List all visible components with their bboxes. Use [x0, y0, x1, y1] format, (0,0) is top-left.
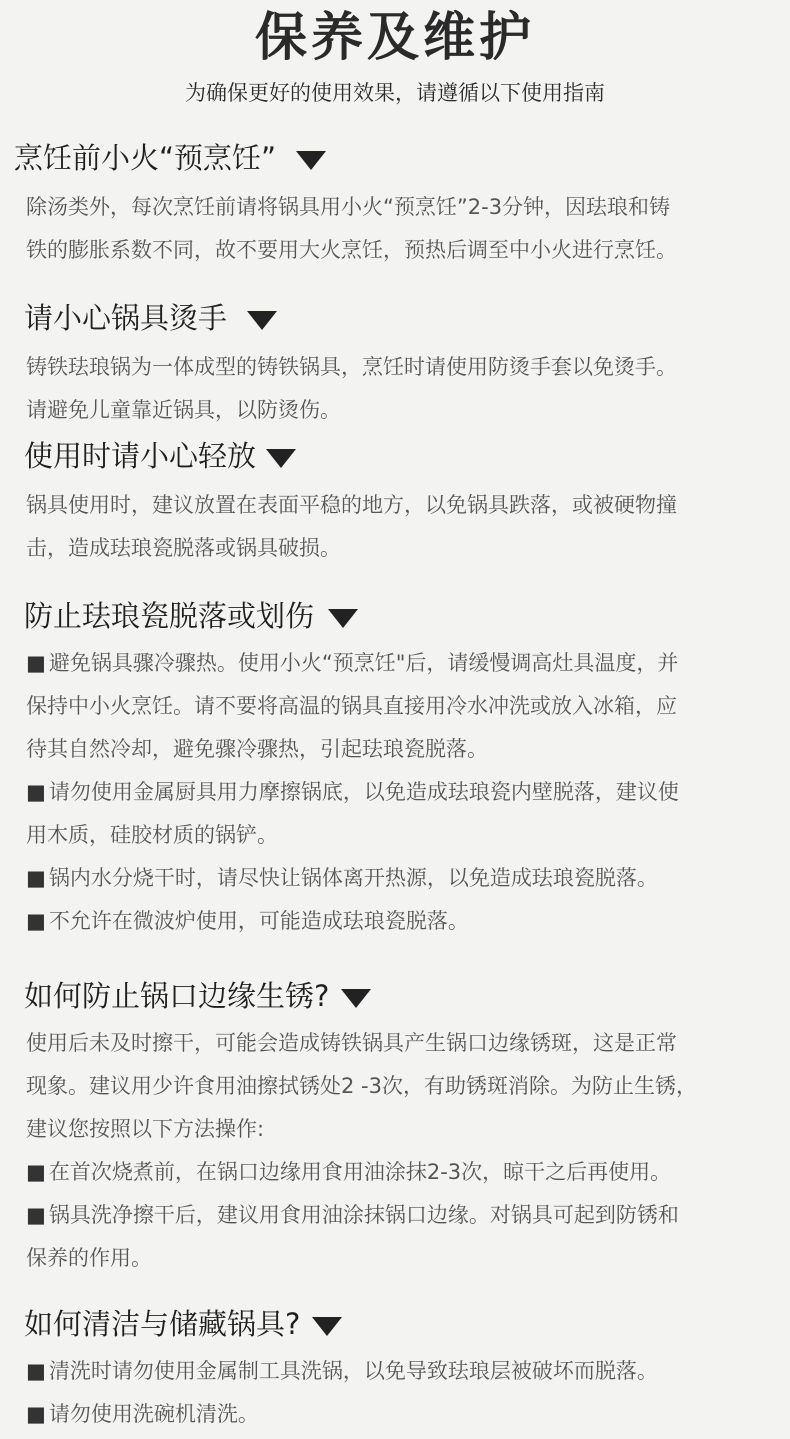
section-heading-text: 烹饪前小火“预烹饪” — [14, 141, 277, 175]
section-heading-text: 使用时请小心轻放 — [24, 439, 257, 473]
section-body — [26, 642, 776, 943]
triangle-down-icon — [312, 1317, 342, 1336]
section-heading — [24, 596, 358, 636]
section-heading — [14, 138, 326, 178]
body-line: 使用后未及时擦干，可能会造成铸铁锅具产生锅口边缘锈斑，这是正常 — [26, 1031, 677, 1055]
bullet-line: ■ 锅具洗净擦干后，建议用食用油涂抹锅口边缘。对锅具可起到防锈和 — [26, 1194, 776, 1237]
triangle-down-icon — [247, 311, 277, 330]
bullet-line: ■ 在首次烧煮前，在锅口边缘用食用油涂抹2-3次，晾干之后再使用。 — [26, 1151, 776, 1194]
section-body — [26, 346, 776, 432]
section-body — [26, 1350, 776, 1436]
section-body — [26, 186, 776, 272]
body-line: 用木质，硅胶材质的锅铲。 — [26, 823, 278, 847]
bullet-line: ■ 清洗时请勿使用金属制工具洗锅，以免导致珐琅层被破坏而脱落。 — [26, 1350, 776, 1393]
section-body — [26, 1022, 776, 1280]
bullet-line: ■ 请勿使用洗碗机清洗。 — [26, 1393, 776, 1436]
section-heading — [24, 436, 296, 476]
section-heading — [24, 976, 371, 1016]
page-title: 保养及维护 — [254, 8, 535, 68]
body-line: 保养的作用。 — [26, 1246, 152, 1270]
section-body — [26, 484, 776, 570]
body-line: 保持中小火烹饪。请不要将高温的锅具直接用冷水冲洗或放入冰箱，应 — [26, 694, 677, 718]
section-heading-text: 如何防止锅口边缘生锈? — [24, 979, 330, 1013]
bullet-line: ■ 请勿使用金属厨具用力摩擦锅底，以免造成珐琅瓷内壁脱落，建议使 — [26, 771, 776, 814]
section-heading — [24, 298, 277, 338]
body-line: 建议您按照以下方法操作: — [26, 1117, 265, 1141]
body-line: 铁的膨胀系数不同，故不要用大火烹饪，预热后调至中小火进行烹饪。 — [26, 238, 677, 262]
section-heading-text: 请小心锅具烫手 — [24, 301, 228, 335]
body-line: 击，造成珐琅瓷脱落或锅具破损。 — [26, 536, 341, 560]
page-subtitle: 为确保更好的使用效果，请遵循以下使用指南 — [185, 81, 605, 105]
triangle-down-icon — [341, 989, 371, 1008]
body-line: 除汤类外，每次烹饪前请将锅具用小火“预烹饪”2-3分钟，因珐琅和铸 — [26, 195, 671, 219]
bullet-line: ■ 避免锅具骤冷骤热。使用小火“预烹饪"后，请缓慢调高灶具温度，并 — [26, 642, 776, 685]
body-line: 锅具使用时，建议放置在表面平稳的地方，以免锅具跌落，或被硬物撞 — [26, 493, 677, 517]
body-line: 现象。建议用少许食用油擦拭锈处2 -3次，有助锈斑消除。为防止生锈， — [26, 1074, 697, 1098]
section-heading-text: 如何清洁与储藏锅具? — [24, 1307, 301, 1341]
section-heading-text: 防止珐琅瓷脱落或划伤 — [24, 599, 315, 633]
body-line: 铸铁珐琅锅为一体成型的铸铁锅具，烹饪时请使用防烫手套以免烫手。 — [26, 355, 677, 379]
triangle-down-icon — [328, 609, 358, 628]
bullet-line: ■ 不允许在微波炉使用，可能造成珐琅瓷脱落。 — [26, 900, 776, 943]
body-line: 待其自然冷却，避免骤冷骤热，引起珐琅瓷脱落。 — [26, 737, 488, 761]
bullet-line: ■ 锅内水分烧干时，请尽快让锅体离开热源，以免造成珐琅瓷脱落。 — [26, 857, 776, 900]
triangle-down-icon — [296, 151, 326, 170]
body-line: 请避免儿童靠近锅具，以防烫伤。 — [26, 398, 341, 422]
triangle-down-icon — [266, 449, 296, 468]
section-heading — [24, 1304, 342, 1344]
